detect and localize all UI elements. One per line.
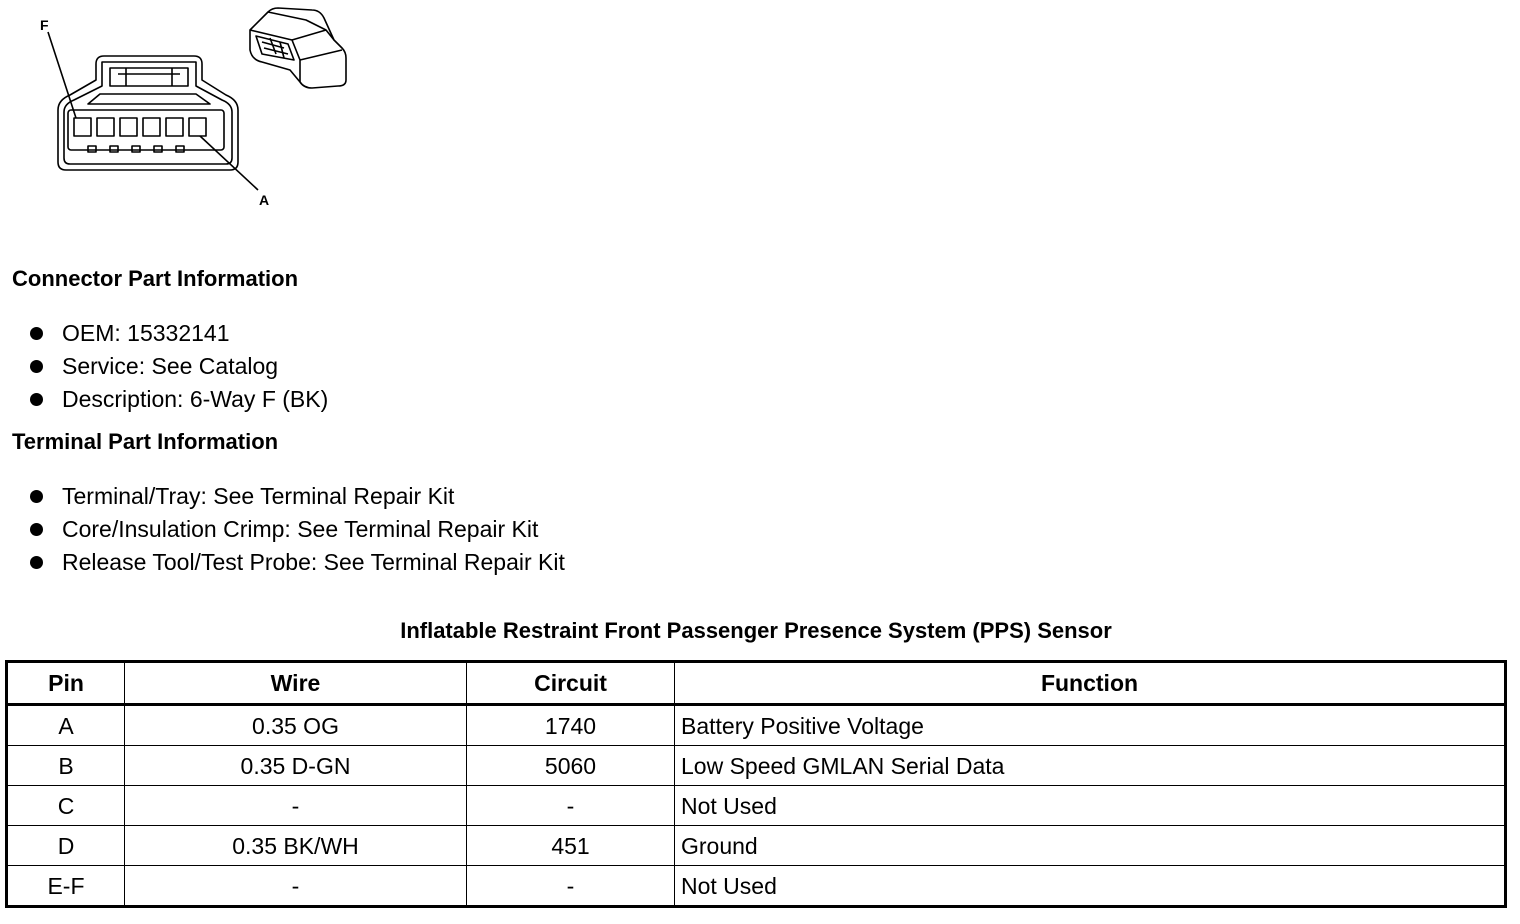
cell-circuit: 5060 bbox=[467, 746, 675, 786]
cell-function: Low Speed GMLAN Serial Data bbox=[675, 746, 1506, 786]
cell-circuit: - bbox=[467, 786, 675, 826]
pin-a-label: A bbox=[259, 192, 270, 208]
cell-function: Ground bbox=[675, 826, 1506, 866]
leader-line-f bbox=[48, 32, 76, 118]
leader-line-a bbox=[200, 136, 258, 190]
connector-info-list bbox=[28, 317, 328, 416]
header-pin: Pin bbox=[7, 662, 125, 705]
connector-diagram bbox=[0, 0, 380, 220]
cell-circuit: 451 bbox=[467, 826, 675, 866]
list-item: Service: See Catalog bbox=[28, 350, 328, 383]
cavity-f bbox=[74, 118, 91, 136]
cell-pin: B bbox=[7, 746, 125, 786]
cavity-d bbox=[120, 118, 137, 136]
list-item: Terminal/Tray: See Terminal Repair Kit bbox=[28, 480, 565, 513]
cell-wire: - bbox=[125, 866, 467, 907]
connector-3d-view bbox=[250, 8, 346, 88]
connector-housing-inner bbox=[64, 62, 232, 164]
cell-wire: - bbox=[125, 786, 467, 826]
cell-function: Not Used bbox=[675, 786, 1506, 826]
table-row bbox=[7, 866, 1506, 907]
connector-section-title: Connector Part Information bbox=[12, 266, 299, 291]
header-function: Function bbox=[675, 662, 1506, 705]
cell-pin: C bbox=[7, 786, 125, 826]
list-item: OEM: 15332141 bbox=[28, 317, 328, 350]
table-header-row bbox=[7, 662, 1506, 705]
cell-function: Not Used bbox=[675, 866, 1506, 907]
connector-housing-outline bbox=[58, 56, 238, 170]
cavity-b bbox=[166, 118, 183, 136]
pin-f-label: F bbox=[40, 17, 49, 33]
table-title: Inflatable Restraint Front Passenger Presence System (PPS) Sensor bbox=[400, 618, 1112, 643]
cell-pin: D bbox=[7, 826, 125, 866]
cell-wire: 0.35 D-GN bbox=[125, 746, 467, 786]
table-row bbox=[7, 705, 1506, 746]
header-wire: Wire bbox=[125, 662, 467, 705]
list-item: Release Tool/Test Probe: See Terminal Repair Kit bbox=[28, 546, 565, 579]
table-row bbox=[7, 786, 1506, 826]
cavity-a bbox=[189, 118, 206, 136]
terminal-section-title: Terminal Part Information bbox=[12, 429, 279, 454]
list-item: Core/Insulation Crimp: See Terminal Repair Kit bbox=[28, 513, 565, 546]
cell-circuit: 1740 bbox=[467, 705, 675, 746]
cell-pin: A bbox=[7, 705, 125, 746]
terminal-info-list bbox=[28, 480, 565, 579]
cavity-c bbox=[143, 118, 160, 136]
table-row bbox=[7, 826, 1506, 866]
cell-pin: E-F bbox=[7, 866, 125, 907]
cavity-e bbox=[97, 118, 114, 136]
cell-wire: 0.35 OG bbox=[125, 705, 467, 746]
cell-circuit: - bbox=[467, 866, 675, 907]
list-item: Description: 6-Way F (BK) bbox=[28, 383, 328, 416]
cell-wire: 0.35 BK/WH bbox=[125, 826, 467, 866]
pinout-table bbox=[5, 660, 1507, 908]
connector-latch bbox=[110, 68, 188, 86]
header-circuit: Circuit bbox=[467, 662, 675, 705]
cell-function: Battery Positive Voltage bbox=[675, 705, 1506, 746]
table-row bbox=[7, 746, 1506, 786]
